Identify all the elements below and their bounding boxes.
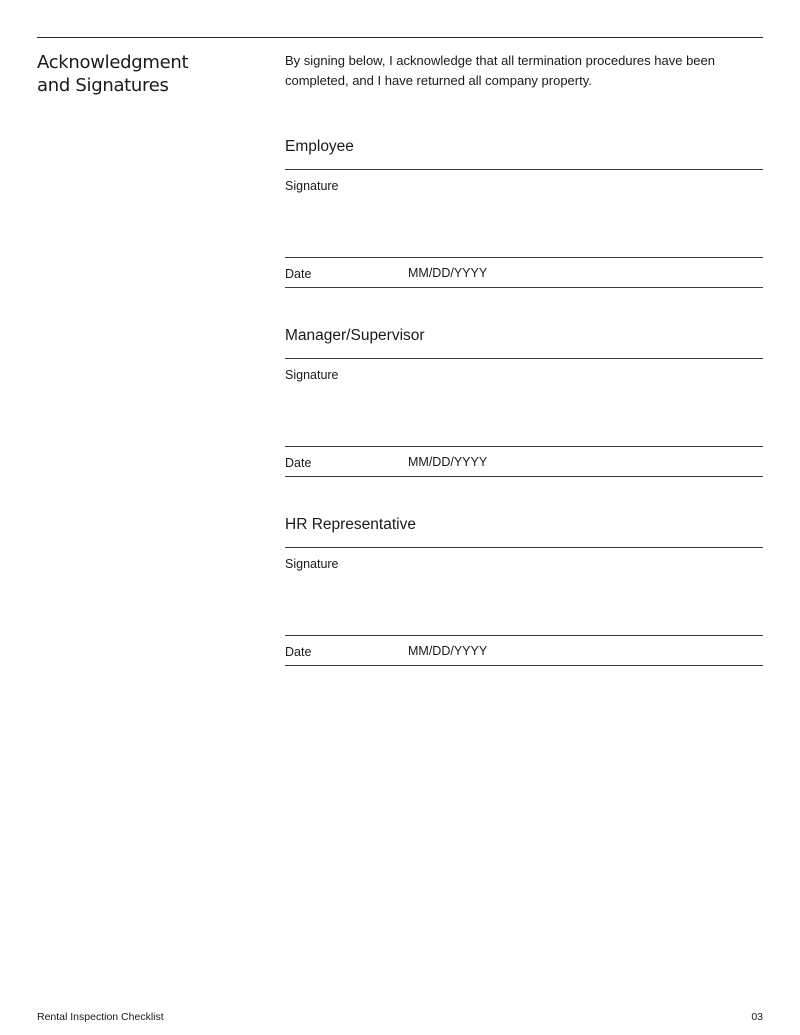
date-label: Date [285,267,312,281]
section-title-line-1: Acknowledgment [37,52,189,73]
signer-heading: HR Representative [285,516,416,533]
signer-heading: Employee [285,138,354,155]
section-title-line-2: and Signatures [37,75,169,96]
signature-label: Signature [285,557,339,571]
divider [285,476,763,477]
page-number: 03 [751,1011,763,1023]
signature-label: Signature [285,179,339,193]
signature-label: Signature [285,368,339,382]
acknowledgment-statement: By signing below, I acknowledge that all termination procedures have been completed, and I have returned all company property. [285,53,715,88]
top-divider [37,37,763,38]
date-field[interactable] [408,641,763,661]
divider [285,665,763,666]
date-field[interactable] [408,263,763,283]
date-label: Date [285,645,312,659]
divider [285,287,763,288]
signer-heading: Manager/Supervisor [285,327,425,344]
divider [285,446,763,447]
signature-field[interactable] [375,165,763,247]
date-label: Date [285,456,312,470]
date-field[interactable] [408,452,763,472]
footer-document-title: Rental Inspection Checklist [37,1011,164,1023]
divider [285,257,763,258]
section-title [37,51,257,97]
signature-field[interactable] [375,354,763,436]
divider [285,635,763,636]
signature-field[interactable] [375,543,763,625]
